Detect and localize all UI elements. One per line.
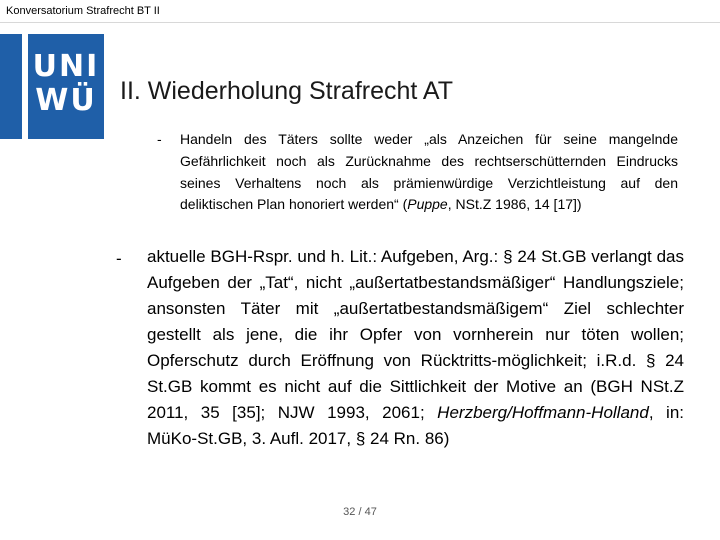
sub-bullet-text-part1: Handeln des Täters sollte weder „als Anzeichen für seine mangelnde Gefährlichkeit noch als Zurücknahme des rechtserschütternden Eindrucks seines Verhaltens noch als prämienwürdige Verzichtleistung auf den deliktischen Plan honoriert werden“ ( — [180, 131, 678, 213]
logo-wordmark — [28, 50, 104, 118]
sub-bullet-text — [180, 129, 678, 216]
sub-bullet-text-part2: , NSt.Z 1986, 14 [17]) — [447, 196, 582, 213]
header-divider — [0, 22, 720, 23]
university-logo — [0, 34, 104, 139]
logo-panel — [28, 34, 104, 139]
presentation-header: Konversatorium Strafrecht BT II — [6, 5, 160, 17]
sub-bullet-citation-author: Puppe — [407, 196, 448, 213]
page-current: 32 — [343, 506, 356, 518]
main-bullet-citation-authors: Herzberg/Hoffmann-Holland — [437, 403, 649, 422]
sub-bullet-marker: - — [157, 131, 162, 147]
logo-line-2: WÜ — [35, 83, 97, 118]
main-bullet-text-part2: , in: MüKo-St.GB, 3. Aufl. 2017, § 24 Rn. 86) — [147, 403, 685, 448]
main-bullet-text-part1: aktuelle BGH-Rspr. und h. Lit.: Aufgeben, Arg.: § 24 St.GB verlangt das Aufgeben der „Tat“, nicht „außertatbestandsmäßiger“ Handlungsziele; ansonsten Täter mit „außertatbestandsmäßigem“ Ziel schlechter gestellt als jene, die ihr Opfer von vornherein nur töten wollen; Opferschutz durch Eröffnung von Rücktritts-möglichkeit; i.R.d. § 24 St.GB kommt es nicht auf die Sittlichkeit der Motive an (BGH NSt.Z 2011, 35 [35]; NJW 1993, 2061; — [147, 247, 684, 422]
main-bullet-marker: - — [116, 249, 122, 268]
page-separator: / — [355, 506, 365, 518]
page-total: 47 — [364, 506, 377, 518]
logo-line-1: UNI — [32, 49, 100, 84]
main-bullet-text — [147, 244, 684, 452]
slide-title: II. Wiederholung Strafrecht AT — [120, 77, 454, 105]
page-number — [0, 506, 720, 518]
